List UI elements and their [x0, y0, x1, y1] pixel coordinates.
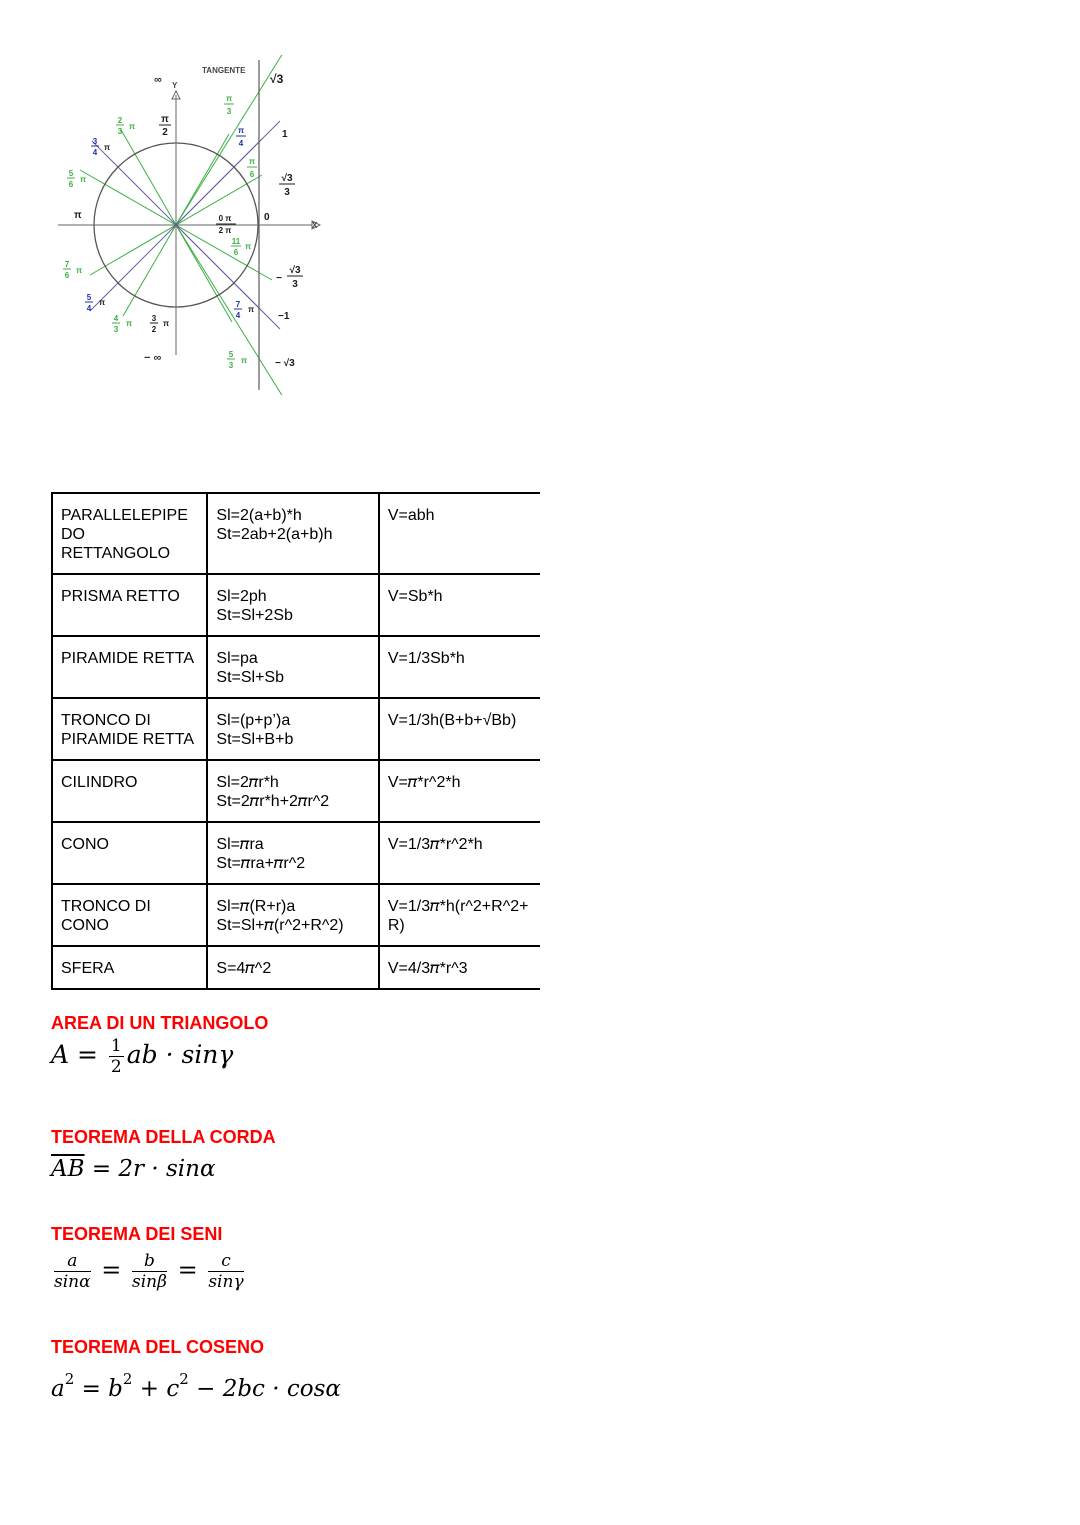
- formula-teorema-corda: [51, 1156, 276, 1182]
- svg-text:6: 6: [68, 180, 74, 189]
- formula-rhs: ab · sinγ: [126, 1040, 234, 1069]
- formula-lhs: A =: [51, 1040, 98, 1069]
- section-teorema-corda: [51, 1127, 276, 1182]
- svg-text:2: 2: [117, 116, 123, 125]
- fraction-pi-4: [236, 126, 246, 148]
- volume-formula: V=Sb*h: [379, 574, 540, 636]
- solids-formula-table: [51, 492, 540, 990]
- surface-formula: Sl=(p+p’)a St=Sl+B+b: [207, 698, 378, 760]
- svg-text:3: 3: [113, 325, 119, 334]
- svg-text:0 π: 0 π: [218, 214, 232, 223]
- section-teorema-seni: [51, 1224, 247, 1292]
- unit-circle-tangent-diagram: [50, 55, 340, 395]
- svg-text:2: 2: [151, 325, 157, 334]
- tan-sqrt3: √3: [270, 72, 284, 86]
- equals: =: [177, 1256, 198, 1284]
- surface-formula: Sl=2ph St=Sl+2Sb: [207, 574, 378, 636]
- svg-text:π: π: [248, 157, 256, 166]
- section-title: AREA DI UN TRIANGOLO: [51, 1013, 269, 1033]
- svg-text:π: π: [237, 126, 245, 135]
- svg-text:−: −: [276, 273, 282, 284]
- solid-name: TRONCO DI CONO: [52, 884, 207, 946]
- solid-name: PRISMA RETTO: [52, 574, 207, 636]
- svg-text:π: π: [161, 114, 169, 125]
- fraction-pi-2: [159, 114, 171, 138]
- solid-name: SFERA: [52, 946, 207, 989]
- formula-teorema-seni: [51, 1251, 247, 1292]
- svg-text:π: π: [240, 356, 248, 365]
- table-row: [52, 698, 540, 760]
- surface-formula: Sl=𝜋ra St=𝜋ra+𝜋r^2: [207, 822, 378, 884]
- svg-text:7: 7: [64, 260, 70, 269]
- svg-text:2: 2: [162, 127, 168, 138]
- svg-text:π: π: [244, 242, 252, 251]
- svg-text:π: π: [79, 175, 87, 184]
- fraction-0-2pi: [216, 214, 236, 235]
- svg-text:π: π: [162, 319, 170, 328]
- volume-formula: V=1/3Sb*h: [379, 636, 540, 698]
- svg-text:3: 3: [292, 279, 298, 290]
- svg-text:π: π: [225, 94, 233, 103]
- chord-ab: $\overline{AB}$: [51, 1156, 85, 1182]
- fraction-b-sin-beta: $\frac{b}{\sin\beta}$: [131, 1251, 167, 1292]
- fraction-pi-6: [247, 157, 257, 179]
- x-axis-label: X: [312, 221, 318, 230]
- formula-area-triangolo: [51, 1036, 268, 1077]
- svg-text:3: 3: [92, 137, 98, 146]
- svg-text:3: 3: [117, 127, 123, 136]
- fraction-7-4-pi: [234, 300, 254, 320]
- svg-text:4: 4: [92, 148, 98, 157]
- fraction-4-3-pi: [112, 314, 132, 334]
- table-row: [52, 822, 540, 884]
- section-title: TEOREMA DELLA CORDA: [51, 1127, 276, 1147]
- fraction-c-sin-gamma: $\frac{c}{\sin\gamma}$: [208, 1251, 244, 1292]
- svg-text:11: 11: [231, 237, 241, 246]
- svg-text:3: 3: [228, 361, 234, 370]
- surface-formula: Sl=2(a+b)*h St=2ab+2(a+b)h: [207, 493, 378, 574]
- svg-text:π: π: [75, 266, 83, 275]
- svg-text:6: 6: [249, 170, 255, 179]
- formula-teorema-coseno: $a^2 = b^2 + c^2 - 2bc \cdot \cos\alpha$: [51, 1370, 341, 1402]
- volume-formula: V=1/3h(B+b+√Bb): [379, 698, 540, 760]
- pi-label: π: [74, 210, 82, 221]
- solid-name: CILINDRO: [52, 760, 207, 822]
- table-row: [52, 884, 540, 946]
- svg-text:π: π: [98, 298, 106, 307]
- svg-text:√3: √3: [281, 173, 293, 184]
- fraction-a-sin-alpha: $\frac{a}{\sin\alpha}$: [54, 1251, 91, 1292]
- svg-text:4: 4: [235, 311, 241, 320]
- fraction-one-half: $\frac{1}{2}$: [110, 1036, 122, 1077]
- tan-neg-sqrt3-over-3: [276, 265, 303, 290]
- svg-text:π: π: [125, 319, 133, 328]
- svg-text:4: 4: [238, 139, 244, 148]
- svg-text:√3: √3: [289, 265, 301, 276]
- solid-name: PARALLELEPIPE DO RETTANGOLO: [52, 493, 207, 574]
- tan-one: 1: [282, 129, 288, 140]
- svg-text:π: π: [247, 305, 255, 314]
- fraction-2-3-pi: [116, 116, 135, 136]
- infinity-bottom: − ∞: [144, 352, 162, 364]
- solid-name: PIRAMIDE RETTA: [52, 636, 207, 698]
- section-teorema-coseno: [51, 1337, 341, 1402]
- svg-text:5: 5: [228, 350, 234, 359]
- svg-text:6: 6: [64, 271, 70, 280]
- tan-zero: 0: [264, 212, 270, 223]
- tan-line-neg-one: [176, 225, 280, 329]
- surface-formula: Sl=2𝜋r*h St=2𝜋r*h+2𝜋r^2: [207, 760, 378, 822]
- svg-text:5: 5: [68, 169, 74, 178]
- diagram-title: TANGENTE: [202, 66, 246, 75]
- volume-formula: V=4/3𝜋*r^3: [379, 946, 540, 989]
- fraction-5-3-pi: [227, 350, 247, 370]
- y-axis-label: Y: [172, 81, 178, 90]
- formula-rhs: = 2r · sinα: [91, 1156, 216, 1182]
- tan-sqrt3-over-3: [279, 173, 295, 198]
- infinity-top: ∞: [154, 74, 162, 86]
- equals: =: [101, 1256, 122, 1284]
- svg-text:6: 6: [233, 248, 239, 257]
- svg-text:4: 4: [113, 314, 119, 323]
- fraction-pi-3: [224, 94, 234, 116]
- svg-text:2 π: 2 π: [218, 226, 232, 235]
- table-row: [52, 760, 540, 822]
- fraction-3-2-pi: [150, 314, 169, 334]
- volume-formula: V=𝜋*r^2*h: [379, 760, 540, 822]
- table-row: [52, 493, 540, 574]
- svg-text:3: 3: [226, 107, 232, 116]
- svg-text:π: π: [128, 122, 136, 131]
- solid-name: TRONCO DI PIRAMIDE RETTA: [52, 698, 207, 760]
- section-title: TEOREMA DEL COSENO: [51, 1337, 265, 1357]
- table-row: [52, 946, 540, 989]
- surface-formula: Sl=pa St=Sl+Sb: [207, 636, 378, 698]
- svg-text:5: 5: [86, 293, 92, 302]
- section-title: TEOREMA DEI SENI: [51, 1224, 223, 1244]
- volume-formula: V=1/3𝜋*h(r^2+R^2+ R): [379, 884, 540, 946]
- table-row: [52, 636, 540, 698]
- table-row: [52, 574, 540, 636]
- fraction-11-6-pi: [231, 237, 251, 257]
- svg-text:4: 4: [86, 304, 92, 313]
- svg-text:3: 3: [151, 314, 157, 323]
- solid-name: CONO: [52, 822, 207, 884]
- fraction-7-6-pi: [63, 260, 82, 280]
- svg-text:3: 3: [284, 187, 290, 198]
- svg-text:7: 7: [235, 300, 241, 309]
- fraction-3-4-pi: [91, 137, 110, 157]
- volume-formula: V=abh: [379, 493, 540, 574]
- svg-text:π: π: [103, 143, 111, 152]
- volume-formula: V=1/3𝜋*r^2*h: [379, 822, 540, 884]
- tan-neg-one: −1: [278, 311, 290, 322]
- surface-formula: S=4𝜋^2: [207, 946, 378, 989]
- section-area-triangolo: [51, 1013, 268, 1077]
- surface-formula: Sl=𝜋(R+r)a St=Sl+𝜋(r^2+R^2): [207, 884, 378, 946]
- tan-neg-sqrt3: − √3: [275, 358, 295, 369]
- fraction-5-4-pi: [85, 293, 105, 313]
